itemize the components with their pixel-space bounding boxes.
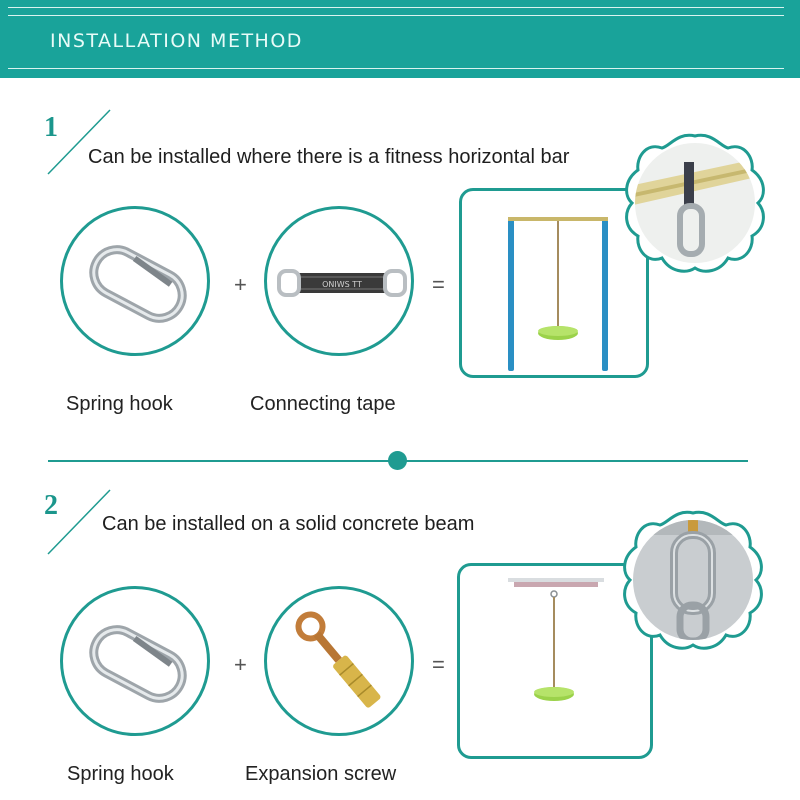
expansion-screw-circle bbox=[264, 586, 414, 736]
page-title: INSTALLATION METHOD bbox=[50, 30, 303, 52]
spring-hook-circle bbox=[60, 206, 210, 356]
banner-bottom-line bbox=[8, 68, 784, 69]
disc-swing-icon bbox=[462, 191, 646, 375]
equals-sign-1: = bbox=[432, 272, 445, 297]
equals-sign-2: = bbox=[432, 652, 445, 677]
banner-top-line bbox=[8, 7, 784, 8]
connecting-tape-icon bbox=[267, 209, 414, 356]
step-2-text: Can be installed on a solid concrete beam bbox=[102, 513, 475, 535]
plus-sign-2: + bbox=[234, 652, 247, 677]
step-2-spring-hook-label: Spring hook bbox=[67, 763, 174, 785]
spring-hook-circle-2 bbox=[60, 586, 210, 736]
section-divider-dot bbox=[388, 451, 407, 470]
step-1-spring-hook-label: Spring hook bbox=[66, 393, 173, 415]
spring-hook-icon bbox=[63, 589, 210, 736]
connecting-tape-circle bbox=[264, 206, 414, 356]
plus-sign-1: + bbox=[234, 272, 247, 297]
tape-print-text: ONIWS TT bbox=[322, 280, 362, 289]
spring-hook-icon bbox=[63, 209, 210, 356]
step-1-number: 1 bbox=[44, 112, 58, 143]
expansion-screw-icon bbox=[267, 589, 414, 736]
step-1-text: Can be installed where there is a fitness horizontal bar bbox=[88, 146, 570, 168]
bar-detail-badge bbox=[620, 128, 770, 278]
banner-top-line-2 bbox=[8, 15, 784, 16]
step-2-expansion-screw-label: Expansion screw bbox=[245, 763, 397, 785]
beam-detail-badge bbox=[618, 505, 768, 655]
header-banner bbox=[0, 0, 800, 78]
step-2-number: 2 bbox=[44, 490, 58, 521]
step-1-connecting-tape-label: Connecting tape bbox=[250, 393, 396, 415]
